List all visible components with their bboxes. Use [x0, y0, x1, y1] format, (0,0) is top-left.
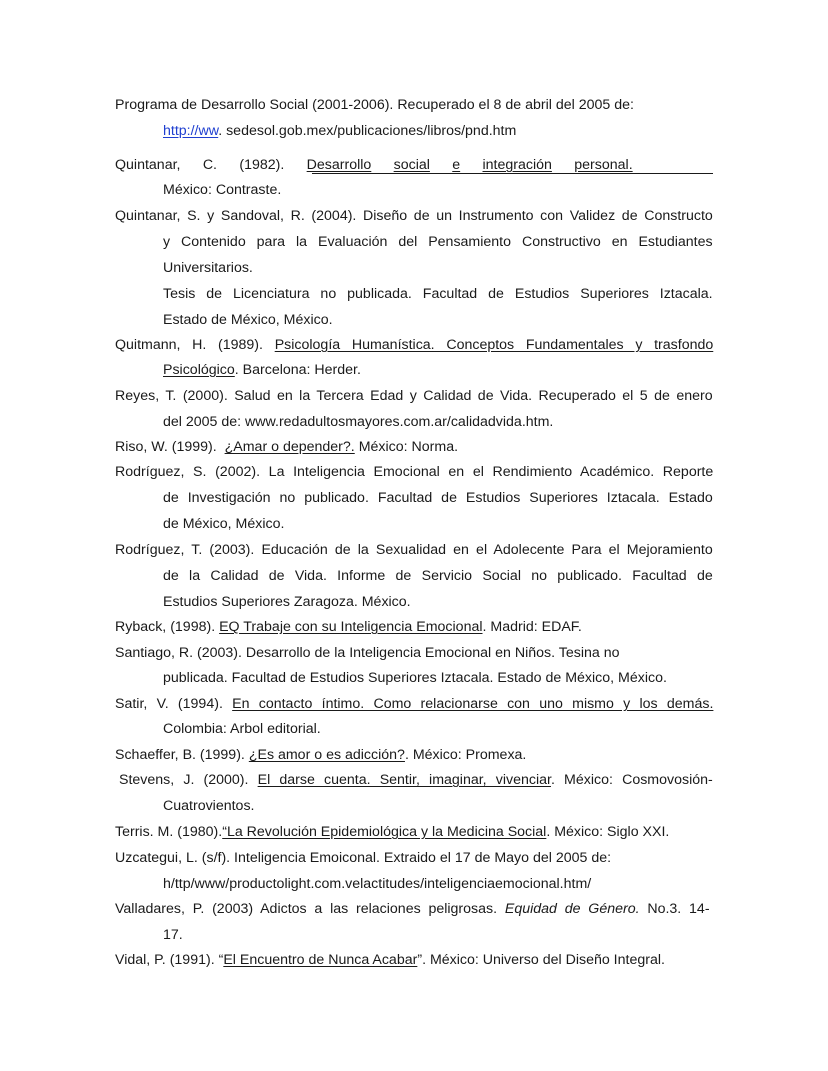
ref-quitmann-line1: Quitmann, H. (1989). Psicología Humanística. Conceptos Fundamentales y trasfondo	[115, 337, 714, 353]
ref-valladares-line1: Valladares, P. (2003) Adictos a las relaciones peligrosas. Equidad de Género. No.3. 14-	[115, 901, 710, 917]
ref-reyes-line2: del 2005 de: www.redadultosmayores.com.ar/calidadvida.htm.	[163, 414, 554, 430]
ref-quintanar-s-line4: Tesis de Licenciatura no publicada. Facultad de Estudios Superiores Iztacala.	[163, 286, 713, 302]
ref-uzcategui-line2: h/ttp/www/productolight.com.velactitudes/inteligenciaemocional.htm/	[163, 876, 592, 892]
ref-quitmann-line2: Psicológico. Barcelona: Herder.	[163, 362, 361, 378]
ref-programa-line2: http://ww. sedesol.gob.mex/publicaciones/libros/pnd.htm	[163, 123, 517, 139]
ref-stevens-line1: Stevens, J. (2000). El darse cuenta. Sentir, imaginar, vivenciar. México: Cosmovosión-	[119, 772, 713, 788]
ref-quintanar-s-line1: Quintanar, S. y Sandoval, R. (2004). Diseño de un Instrumento con Validez de Constructo	[115, 208, 713, 224]
ref-uzcategui-line1: Uzcategui, L. (s/f). Inteligencia Emoiconal. Extraido el 17 de Mayo del 2005 de:	[115, 850, 612, 866]
ref-programa-line1: Programa de Desarrollo Social (2001-2006). Recuperado el 8 de abril del 2005 de:	[115, 97, 634, 113]
ref-quintanar-s-line2: y Contenido para la Evaluación del Pensamiento Constructivo en Estudiantes	[163, 234, 713, 250]
ref-quintanar-c-line2: México: Contraste.	[163, 182, 282, 198]
ref-rodriguez-t-line3: Estudios Superiores Zaragoza. México.	[163, 594, 411, 610]
ref-rodriguez-t-line1: Rodríguez, T. (2003). Educación de la Sexualidad en el Adolecente Para el Mejoramiento	[115, 542, 713, 558]
ref-vidal: Vidal, P. (1991). “El Encuentro de Nunca Acabar”. México: Universo del Diseño Integral.	[115, 952, 665, 968]
ref-satir-line2: Colombia: Arbol editorial.	[163, 721, 321, 737]
ref-quintanar-s-line5: Estado de México, México.	[163, 312, 333, 328]
ref-quintanar-c-line1: Quintanar, C. (1982). Desarrollo social e integración personal.	[115, 157, 633, 173]
ref-reyes-line1: Reyes, T. (2000). Salud en la Tercera Edad y Calidad de Vida. Recuperado el 5 de enero	[115, 388, 713, 404]
ref-riso: Riso, W. (1999). ¿Amar o depender?. México: Norma.	[115, 439, 459, 455]
ref-stevens-line2: Cuatrovientos.	[163, 798, 255, 814]
ref-quintanar-s-line3: Universitarios.	[163, 260, 253, 276]
ref-schaeffer: Schaeffer, B. (1999). ¿Es amor o es adicción?. México: Promexa.	[115, 747, 527, 763]
title-underline	[312, 173, 713, 174]
ref-ryback: Ryback, (1998). EQ Trabaje con su Inteligencia Emocional. Madrid: EDAF.	[115, 619, 582, 635]
ref-santiago-line2: publicada. Facultad de Estudios Superiores Iztacala. Estado de México, México.	[163, 670, 667, 686]
ref-rodriguez-t-line2: de la Calidad de Vida. Informe de Servicio Social no publicado. Facultad de	[163, 568, 713, 584]
ref-rodriguez-s-line2: de Investigación no publicado. Facultad de Estudios Superiores Iztacala. Estado	[163, 490, 713, 506]
ref-satir-line1: Satir, V. (1994). En contacto íntimo. Como relacionarse con uno mismo y los demás.	[115, 696, 714, 712]
ref-link[interactable]: http://ww	[163, 123, 219, 139]
ref-rodriguez-s-line3: de México, México.	[163, 516, 285, 532]
ref-valladares-line2: 17.	[163, 927, 183, 943]
ref-terris: Terris. M. (1980).“La Revolución Epidemiológica y la Medicina Social. México: Siglo XXI.	[115, 824, 670, 840]
ref-santiago-line1: Santiago, R. (2003). Desarrollo de la Inteligencia Emocional en Niños. Tesina no	[115, 645, 620, 661]
ref-rodriguez-s-line1: Rodríguez, S. (2002). La Inteligencia Emocional en el Rendimiento Académico. Reporte	[115, 464, 714, 480]
